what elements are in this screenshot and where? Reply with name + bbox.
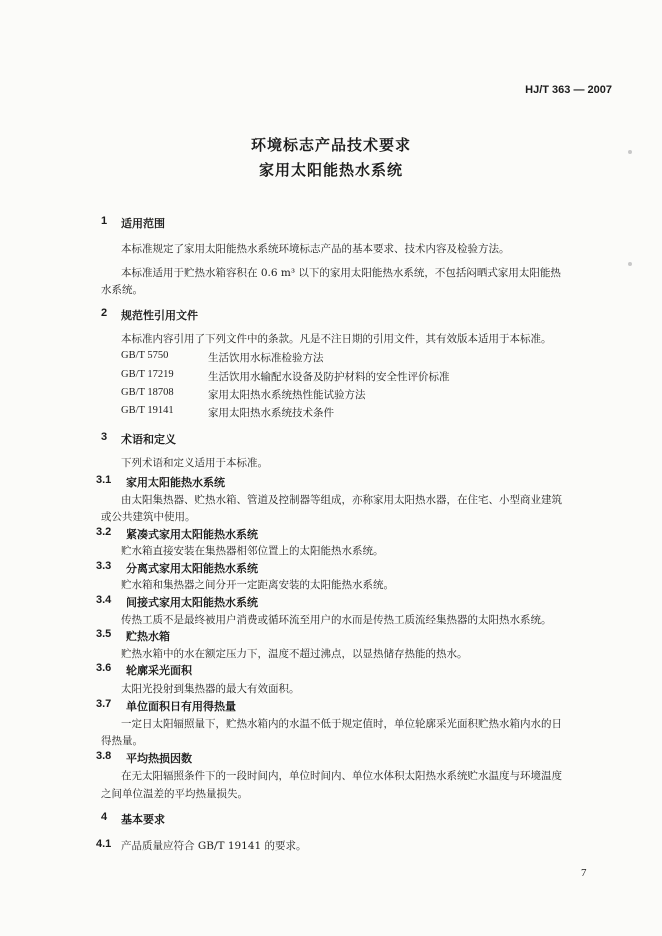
section-1-para-2-cont: 水系统。 — [101, 284, 143, 296]
section-3-number: 3 — [101, 431, 108, 443]
term-definition: 贮水箱和集热器之间分开一定距离安装的太阳能热水系统。 — [121, 579, 394, 591]
page-number: 7 — [581, 867, 587, 879]
term-definition-cont: 之间单位温差的平均热量损失。 — [101, 788, 248, 800]
term-heading: 间接式家用太阳能热水系统 — [126, 596, 258, 609]
term-definition: 一定日太阳辐照量下，贮热水箱内的水温不低于规定值时，单位轮廓采光面积贮热水箱内水的日 — [121, 718, 562, 730]
clause-number: 4.1 — [96, 838, 112, 850]
ref-title: 生活饮用水输配水设备及防护材料的安全性评价标准 — [208, 371, 450, 383]
term-heading: 家用太阳能热水系统 — [126, 476, 225, 489]
term-definition-cont: 得热量。 — [101, 735, 143, 747]
section-2-number: 2 — [101, 307, 108, 319]
term-heading: 轮廓采光面积 — [126, 664, 192, 677]
clause-number: 3.3 — [96, 560, 112, 572]
clause-number: 3.5 — [96, 628, 112, 640]
ref-code: GB/T 17219 — [121, 369, 174, 380]
ref-code: GB/T 18708 — [121, 387, 174, 398]
clause-number: 3.8 — [96, 750, 112, 762]
section-2-intro: 本标准内容引用了下列文件中的条款。凡是不注日期的引用文件，其有效版本适用于本标准。 — [121, 333, 552, 345]
ref-title: 生活饮用水标准检验方法 — [208, 352, 324, 364]
section-2-heading: 规范性引用文件 — [121, 309, 198, 322]
term-heading: 分离式家用太阳能热水系统 — [126, 562, 258, 575]
clause-text: 产品质量应符合 GB/T 19141 的要求。 — [121, 840, 307, 852]
ref-code: GB/T 5750 — [121, 350, 169, 361]
term-definition: 太阳光投射到集热器的最大有效面积。 — [121, 683, 300, 695]
term-definition: 贮水箱直接安装在集热器相邻位置上的太阳能热水系统。 — [121, 545, 384, 557]
ref-title: 家用太阳热水系统技术条件 — [208, 407, 334, 419]
clause-number: 3.2 — [96, 526, 112, 538]
clause-number: 3.1 — [96, 474, 112, 486]
section-4-heading: 基本要求 — [121, 813, 165, 826]
term-definition: 由太阳集热器、贮热水箱、管道及控制器等组成，亦称家用太阳热水器，在住宅、小型商业建筑 — [121, 494, 562, 506]
term-definition-cont: 或公共建筑中使用。 — [101, 511, 196, 523]
section-3-heading: 术语和定义 — [121, 433, 176, 446]
section-1-para-2: 本标准适用于贮热水箱容积在 0.6 m³ 以下的家用太阳能热水系统，不包括闷晒式家用太阳能热 — [121, 267, 561, 279]
term-heading: 紧凑式家用太阳能热水系统 — [126, 528, 258, 541]
term-definition: 贮热水箱中的水在额定压力下，温度不超过沸点，以显热储存热能的热水。 — [121, 648, 468, 660]
term-heading: 贮热水箱 — [126, 630, 170, 643]
page-subtitle: 家用太阳能热水系统 — [258, 161, 403, 179]
scan-dot-mark — [628, 150, 632, 154]
section-1-para-1: 本标准规定了家用太阳能热水系统环境标志产品的基本要求、技术内容及检验方法。 — [121, 243, 510, 255]
term-definition: 传热工质不是最终被用户消费或循环流至用户的水而是传热工质流经集热器的太阳热水系统。 — [121, 614, 552, 626]
term-heading: 平均热损因数 — [126, 752, 192, 765]
standard-code: HJ/T 363 — 2007 — [525, 84, 612, 96]
clause-number: 3.4 — [96, 594, 112, 606]
page-title: 环境标志产品技术要求 — [250, 136, 411, 154]
term-heading: 单位面积日有用得热量 — [126, 700, 236, 713]
section-1-heading: 适用范围 — [121, 217, 165, 230]
clause-number: 3.6 — [96, 662, 112, 674]
scan-dot-mark — [628, 262, 632, 266]
ref-title: 家用太阳热水系统热性能试验方法 — [208, 389, 366, 401]
section-4-number: 4 — [101, 811, 108, 823]
section-3-intro: 下列术语和定义适用于本标准。 — [121, 457, 268, 469]
clause-number: 3.7 — [96, 698, 112, 710]
section-1-number: 1 — [101, 215, 108, 227]
term-definition: 在无太阳辐照条件下的一段时间内，单位时间内、单位水体积太阳热水系统贮水温度与环境温度 — [121, 770, 562, 782]
ref-code: GB/T 19141 — [121, 405, 174, 416]
